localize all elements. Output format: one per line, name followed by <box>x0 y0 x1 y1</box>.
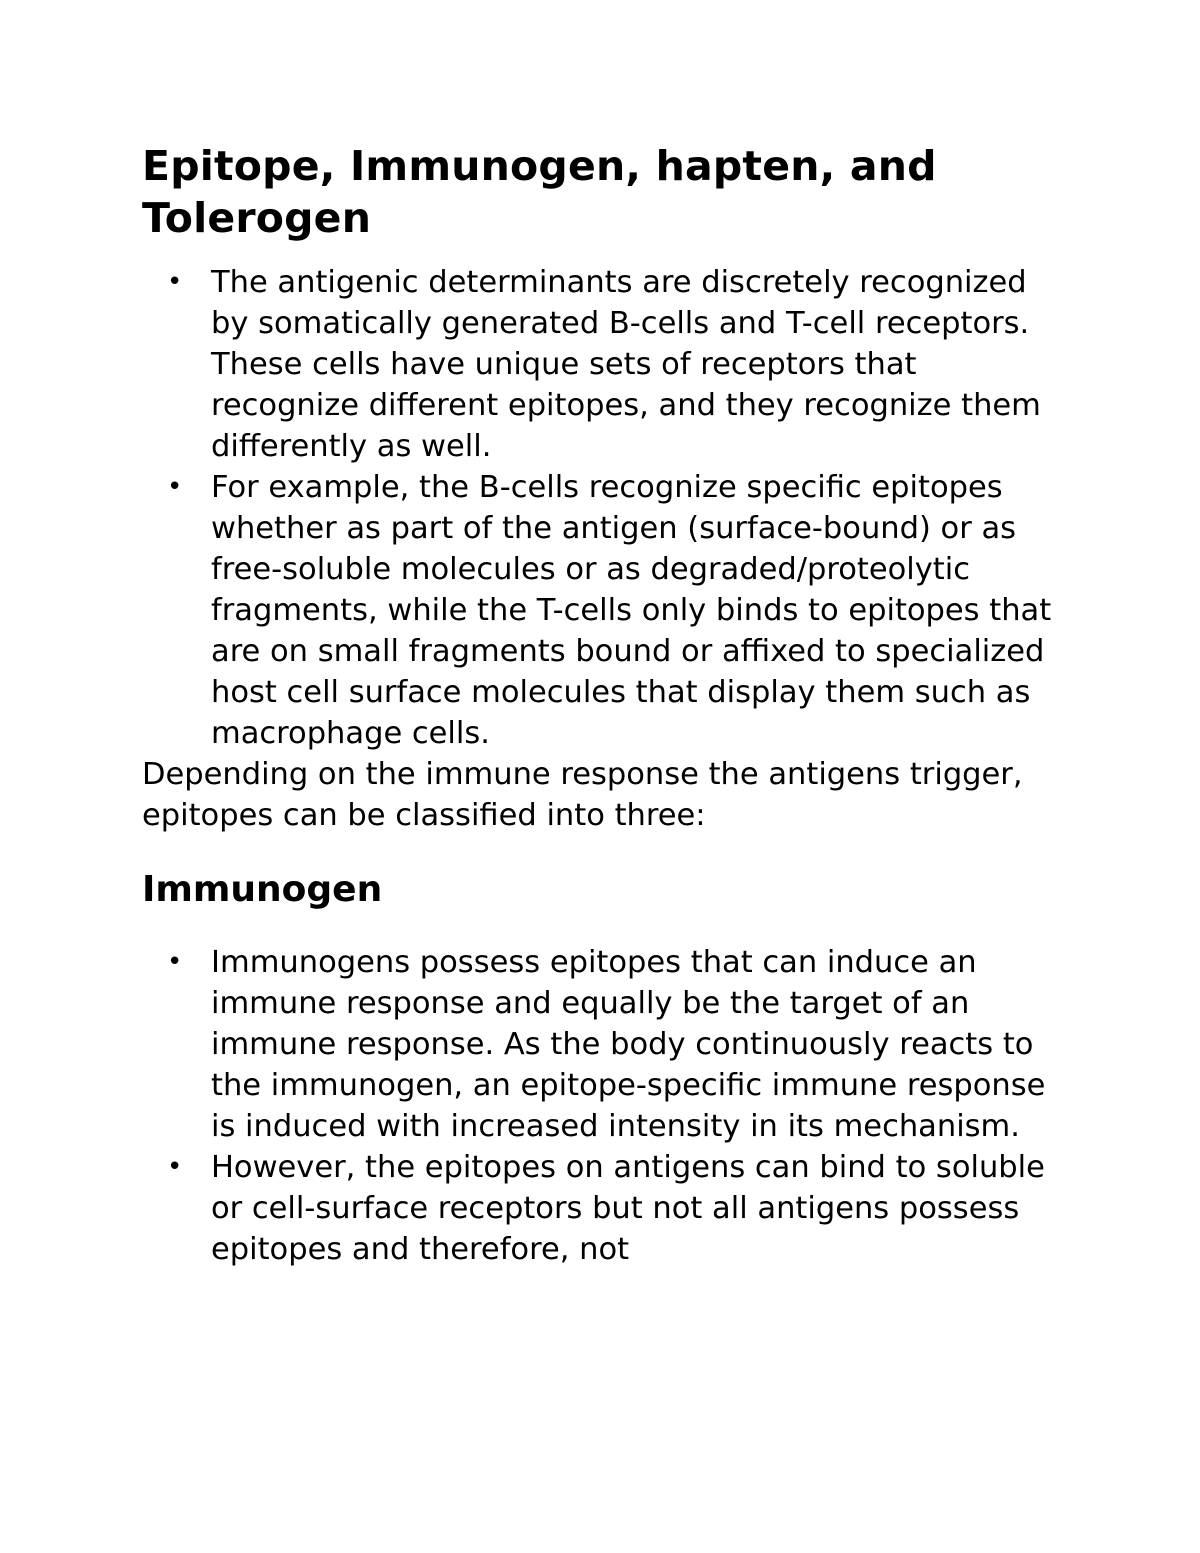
list-item-text: For example, the B-cells recognize specific epitopes whether as part of the antigen (surface-bound) or as free-soluble molecules or as degraded/proteolytic fragments, while the T-cells only binds to epitopes that are on small fragments bound or affixed to specialized host cell surface molecules that display them such as macrophage cells. <box>211 470 1052 751</box>
list-item <box>142 942 1062 1147</box>
section-heading-immunogen: Immunogen <box>142 869 383 910</box>
list-item <box>142 1147 1062 1270</box>
classification-paragraph: Depending on the immune response the antigens trigger, epitopes can be classified into three: <box>142 757 1023 833</box>
list-item <box>142 262 1062 467</box>
document-page <box>142 140 1062 1270</box>
bullet-icon: • <box>167 947 183 977</box>
document-title: Epitope, Immunogen, hapten, and Tolerogen <box>142 142 937 242</box>
bullet-icon: • <box>167 1152 183 1182</box>
list-item-text: However, the epitopes on antigens can bind to soluble or cell-surface receptors but not all antigens possess epitopes and therefore, not <box>211 1150 1045 1267</box>
list-item <box>142 467 1062 754</box>
list-item-text: The antigenic determinants are discretely recognized by somatically generated B-cells and T-cell receptors. These cells have unique sets of receptors that recognize different epitopes, and they recognize them differently as well. <box>211 265 1041 464</box>
bullet-icon: • <box>167 267 183 297</box>
immunogen-bullet-list <box>142 942 1062 1270</box>
list-item-text: Immunogens possess epitopes that can induce an immune response and equally be the target of an immune response. As the body continuously reacts to the immunogen, an epitope-specific immune response is induced with increased intensity in its mechanism. <box>211 945 1046 1144</box>
intro-bullet-list <box>142 262 1062 754</box>
bullet-icon: • <box>167 472 183 502</box>
